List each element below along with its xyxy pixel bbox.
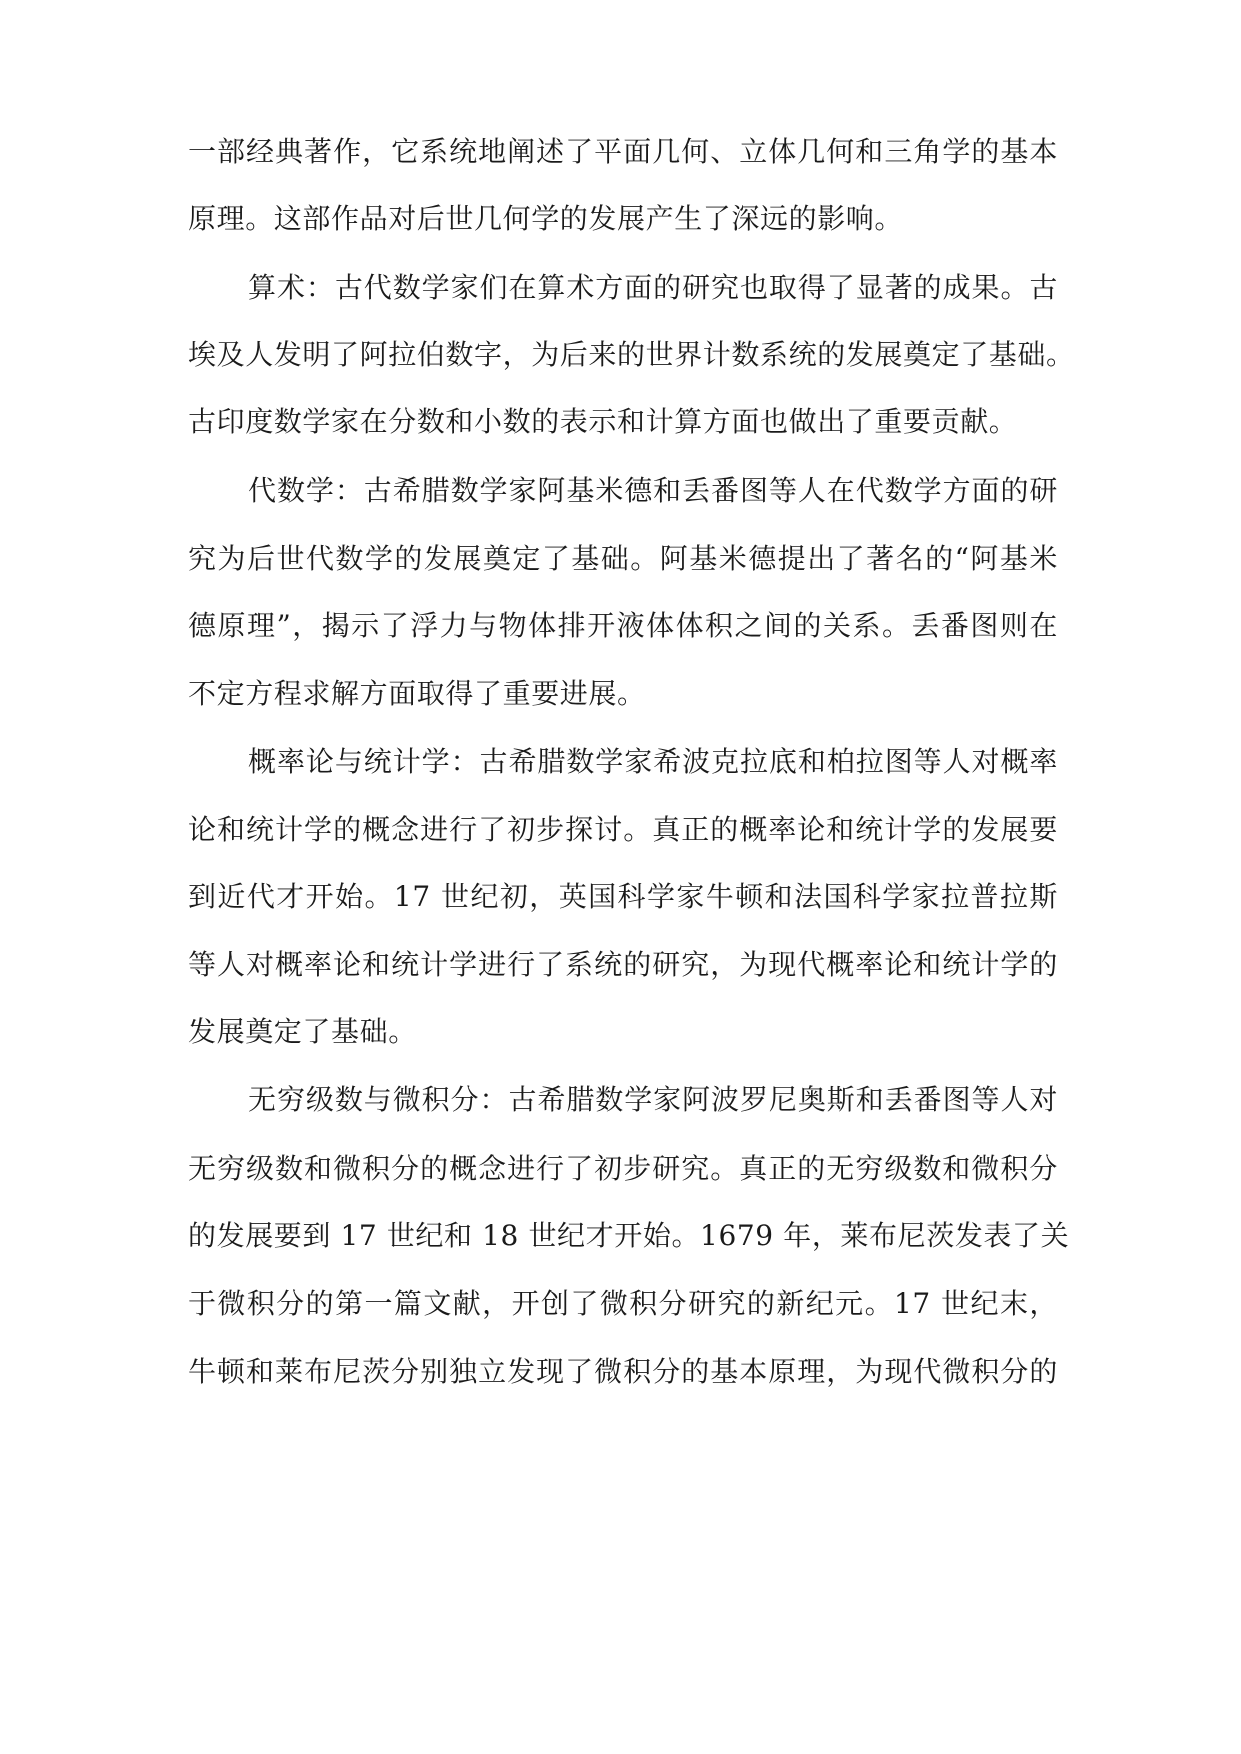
text-line-8: 德原理”，揭示了浮力与物体排开液体体积之间的关系。丢番图则在	[188, 609, 1058, 642]
text-line-12: 到近代才开始。17 世纪初，英国科学家牛顿和法国科学家拉普拉斯	[188, 880, 1058, 913]
text-line-16: 无穷级数和微积分的概念进行了初步研究。真正的无穷级数和微积分	[188, 1152, 1058, 1185]
text-line-10: 概率论与统计学：古希腊数学家希波克拉底和柏拉图等人对概率	[248, 745, 1058, 778]
text-line-13: 等人对概率论和统计学进行了系统的研究，为现代概率论和统计学的	[188, 948, 1058, 981]
text-line-18: 于微积分的第一篇文献，开创了微积分研究的新纪元。17 世纪末，	[188, 1287, 1058, 1320]
text-line-6: 代数学：古希腊数学家阿基米德和丢番图等人在代数学方面的研	[248, 474, 1058, 507]
text-line-3: 算术：古代数学家们在算术方面的研究也取得了显著的成果。古	[248, 271, 1058, 304]
text-line-11: 论和统计学的概念进行了初步探讨。真正的概率论和统计学的发展要	[188, 813, 1058, 846]
text-line-17: 的发展要到 17 世纪和 18 世纪才开始。1679 年，莱布尼茨发表了关	[188, 1219, 1070, 1252]
text-line-5: 古印度数学家在分数和小数的表示和计算方面也做出了重要贡献。	[188, 405, 1018, 438]
text-line-2: 原理。这部作品对后世几何学的发展产生了深远的影响。	[188, 202, 904, 235]
text-line-15: 无穷级数与微积分：古希腊数学家阿波罗尼奥斯和丢番图等人对	[248, 1083, 1058, 1116]
text-line-1: 一部经典著作，它系统地阐述了平面几何、立体几何和三角学的基本	[188, 135, 1058, 168]
text-line-4: 埃及人发明了阿拉伯数字，为后来的世界计数系统的发展奠定了基础。	[188, 338, 1075, 371]
text-line-7: 究为后世代数学的发展奠定了基础。阿基米德提出了著名的“阿基米	[188, 542, 1058, 575]
text-line-19: 牛顿和莱布尼茨分别独立发现了微积分的基本原理，为现代微积分的	[188, 1355, 1058, 1388]
text-line-14: 发展奠定了基础。	[188, 1015, 417, 1048]
text-line-9: 不定方程求解方面取得了重要进展。	[188, 677, 646, 710]
